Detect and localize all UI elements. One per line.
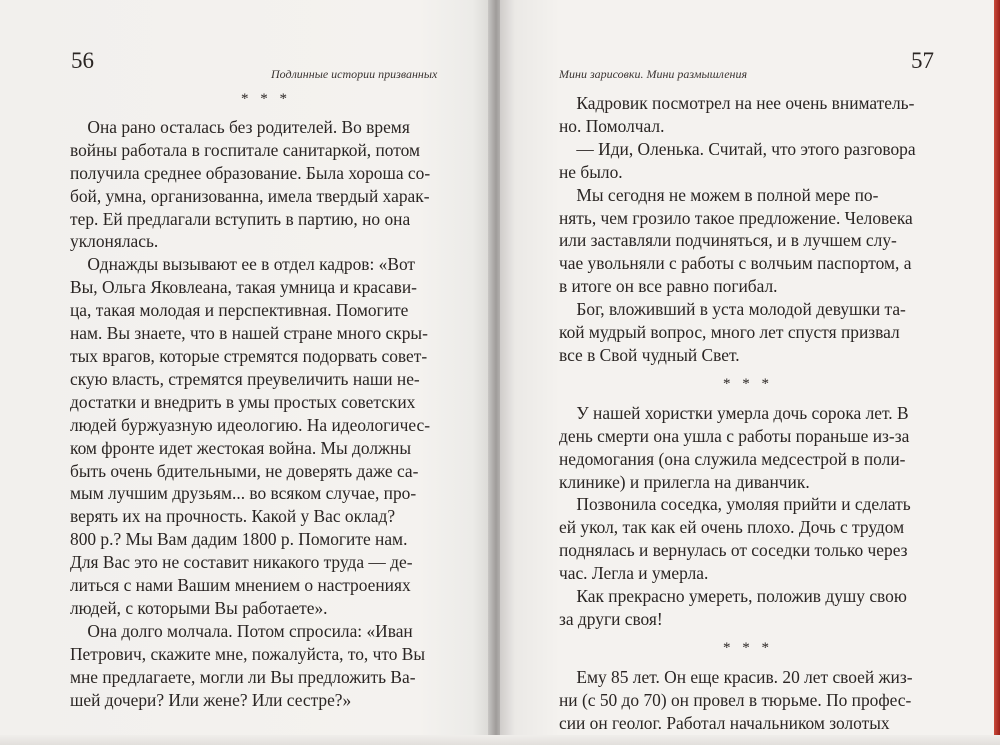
text-line: бой, умна, организованна, имела твердый харак- [70,185,430,206]
text-line: Она долго молчала. Потом спросила: «Иван [70,620,413,641]
text-line: в итоге он все равно погибал. [559,276,778,297]
text-line: Для Вас это не составит никакого труда — де- [70,552,413,573]
section-divider: * * * [723,639,773,656]
text-line: ца, такая молодая и перспективная. Помогите [70,300,409,321]
text-line: Однажды вызывают ее в отдел кадров: «Вот [70,254,416,275]
text-line: Она рано осталась без родителей. Во время [70,116,410,137]
right-text-lines-b [559,402,937,631]
right-page [500,0,1000,745]
text-line: людей буржуазную идеологию. На идеологичес- [70,414,431,435]
text-line: литься с нами Вашим мнением о настроениях [70,575,411,596]
text-line: — Иди, Оленька. Считай, что этого разговора [559,138,916,159]
text-line: недомогания (она служила медсестрой в поли- [559,448,906,469]
text-line: Петрович, скажите мне, пожалуйста, то, что Вы [70,643,426,664]
text-line: У нашей хористки умерла дочь сорока лет. В [559,402,909,423]
page-number-right: 57 [911,48,934,73]
text-line: шей дочери? Или жене? Или сестре?» [70,689,352,710]
text-line: за други своя! [559,608,663,629]
text-line: не было. [559,161,623,182]
text-line: кой мудрый вопрос, много лет спустя призвал [559,322,900,343]
right-text-lines-a [559,92,937,367]
running-head-right: Мини зарисовки. Мини размышления [559,67,748,81]
text-line: Вы, Ольга Яковлеана, такая умница и красави- [70,277,417,298]
text-line: 800 р.? Мы Вам дадим 1800 р. Помогите нам. [70,529,408,550]
text-line: Бог, вложивший в уста молодой девушки та- [559,299,906,320]
text-line: скую власть, стремятся преувеличить наши не- [70,368,420,389]
text-line: тер. Ей предлагали вступить в партию, но она [70,208,411,229]
text-line: час. Легла и умерла. [559,563,709,584]
running-head-left: Подлинные истории призванных [271,67,438,81]
text-line: мне предлагаете, могли ли Вы предложить Ва- [70,666,416,687]
text-line: день смерти она ушла с работы пораньше из-за [559,425,910,446]
left-page [0,0,492,745]
text-line: чае увольняли с работы с волчьим паспортом, а [559,253,912,274]
text-line: Кадровик посмотрел на нее очень вниматель- [559,93,915,113]
right-page-text [559,92,937,734]
text-line: уклонялась. [70,231,159,252]
text-line: Как прекрасно умереть, положив душу свою [559,586,907,607]
text-line: клинике) и прилегла на диванчик. [559,471,810,492]
text-line: мым лучшим друзьям... во всяком случае, про- [70,483,417,504]
left-page-text [70,88,462,711]
text-line: Ему 85 лет. Он еще красив. 20 лет своей жиз- [559,666,913,687]
text-line: но. Помолчал. [559,115,665,136]
right-text-lines-c [559,666,937,735]
text-line: ей укол, так как ей очень плохо. Дочь с трудом [559,517,905,538]
text-line: все в Свой чудный Свет. [559,344,740,365]
text-line: войны работала в госпитале санитаркой, потом [70,139,421,160]
text-line: Позвонила соседка, умоляя прийти и сделать [559,494,911,515]
page-bottom-edge [0,735,1000,745]
text-line: быть очень бдительными, не доверять даже са- [70,460,419,481]
text-line: достатки и внедрить в умы простых советских [70,391,416,412]
left-text-lines [70,116,462,712]
text-line: ком фронте идет жестокая война. Мы должны [70,437,412,458]
text-line: Мы сегодня не можем в полной мере по- [559,184,879,205]
text-line: тых врагов, которые стремятся подорвать совет- [70,345,428,366]
section-divider: * * * [723,375,773,392]
page-number-left: 56 [71,48,94,73]
text-line: ни (с 50 до 70) он провел в тюрьме. По профес- [559,689,912,710]
text-line: нять, чем грозило такое предложение. Человека [559,207,913,228]
text-line: поднялась и вернулась от соседки только через [559,540,908,561]
section-divider: * * * [241,91,291,107]
text-line: нам. Вы знаете, что в нашей стране много скры- [70,323,428,344]
text-line: или заставляли подчиняться, и в лучшем слу- [559,230,897,251]
text-line: сии он геолог. Работал начальником золотых [559,712,890,733]
text-line: верять их на прочность. Какой у Вас оклад? [70,506,396,527]
text-line: людей, с которыми Вы работаете». [70,597,328,618]
text-line: получила среднее образование. Была хороша со- [70,162,431,183]
book-cover-edge [994,0,1000,745]
